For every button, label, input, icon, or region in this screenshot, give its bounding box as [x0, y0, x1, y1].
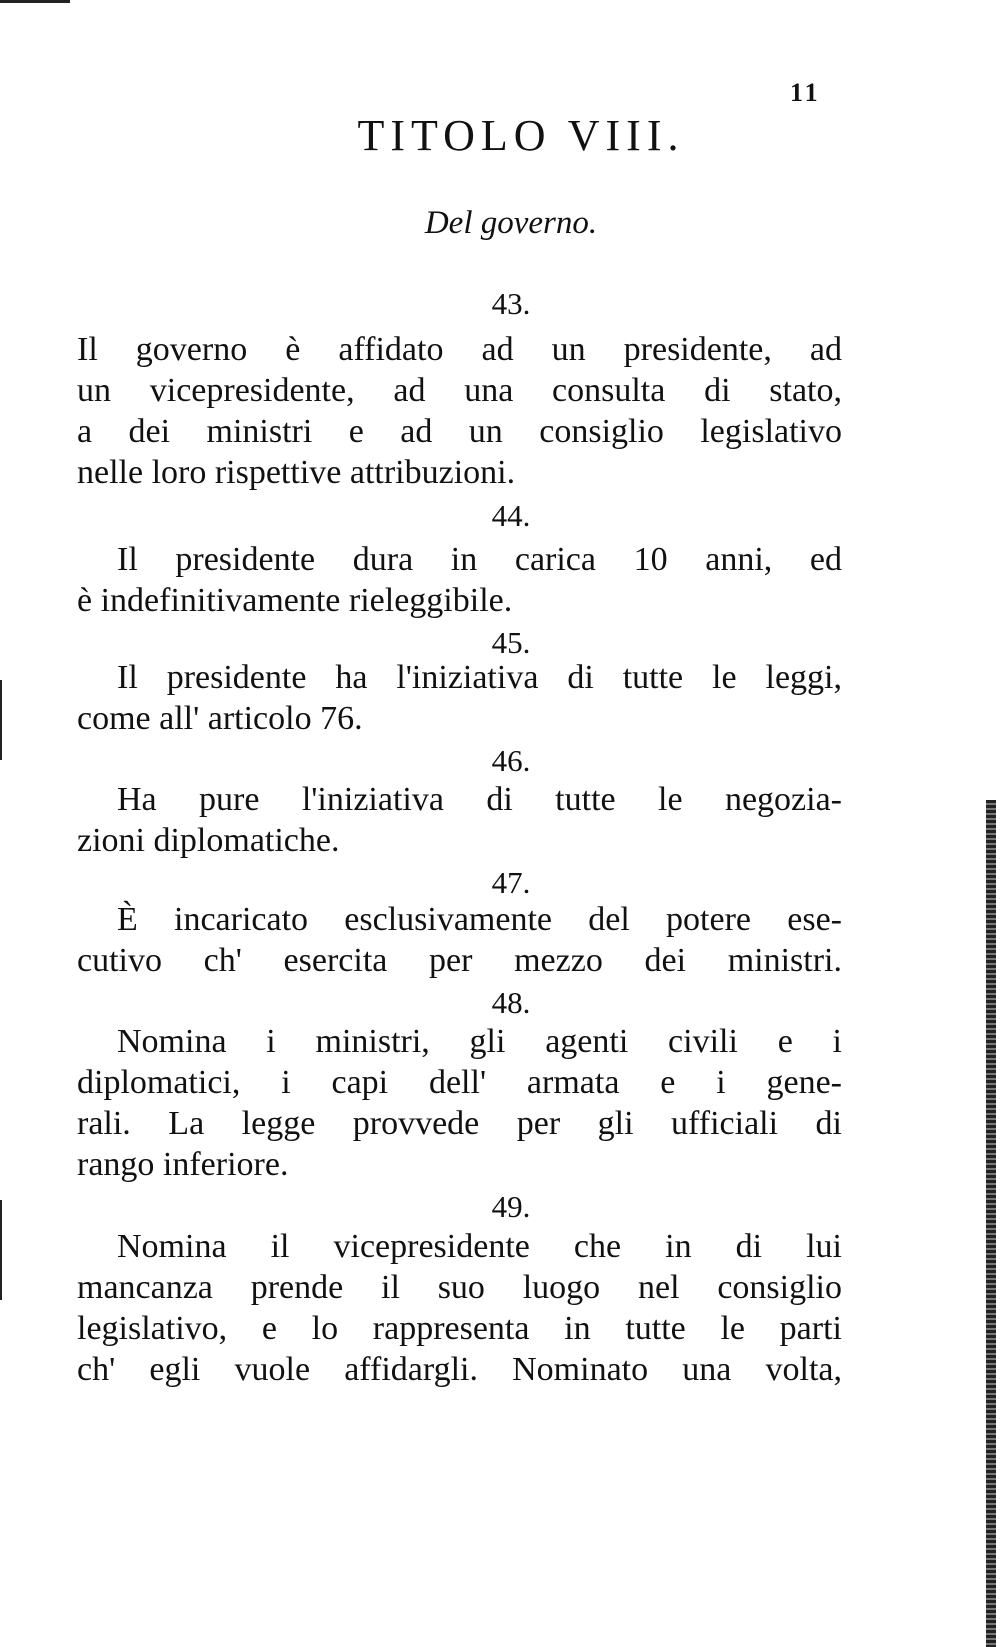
- article-line: È incaricato esclusivamente del potere ese-: [117, 901, 842, 938]
- article-number: 47.: [491, 865, 531, 900]
- article-line: legislativo, e lo rappresenta in tutte le parti: [77, 1310, 842, 1347]
- article-line: Il presidente dura in carica 10 anni, ed: [117, 541, 842, 578]
- article-line: Nomina il vicepresidente che in di lui: [117, 1228, 842, 1265]
- article-number: 46.: [491, 743, 531, 778]
- article-line: diplomatici, i capi dell' armata e i gene-: [77, 1064, 842, 1101]
- article-line: un vicepresidente, ad una consulta di stato,: [77, 372, 842, 409]
- article-line: a dei ministri e ad un consiglio legislativo: [77, 413, 842, 450]
- article-line: cutivo ch' esercita per mezzo dei ministri.: [77, 942, 842, 979]
- article-line: nelle loro rispettive attribuzioni.: [77, 454, 516, 491]
- section-title: TITOLO VIII.: [357, 111, 685, 160]
- article-line: Ha pure l'iniziativa di tutte le negozia-: [117, 781, 842, 818]
- article-line: rango inferiore.: [77, 1146, 289, 1183]
- article-line: zioni diplomatiche.: [77, 822, 340, 859]
- article-line: come all' articolo 76.: [77, 700, 363, 737]
- article-number: 44.: [491, 498, 531, 533]
- article-line: mancanza prende il suo luogo nel consiglio: [77, 1269, 842, 1306]
- article-line: Il governo è affidato ad un presidente, ad: [77, 331, 842, 368]
- scan-edge-rule: [0, 0, 70, 3]
- article-number: 43.: [491, 286, 531, 321]
- article-number: 49.: [491, 1189, 531, 1224]
- article-number: 48.: [491, 985, 531, 1020]
- article-line: ch' egli vuole affidargli. Nominato una volta,: [77, 1351, 842, 1388]
- article-number: 45.: [491, 625, 531, 660]
- article-line: Il presidente ha l'iniziativa di tutte le leggi,: [117, 659, 842, 696]
- article-line: rali. La legge provvede per gli ufficiali di: [77, 1105, 842, 1142]
- page-number: 11: [790, 78, 821, 107]
- section-subtitle: Del governo.: [424, 205, 598, 241]
- article-line: è indefinitivamente rieleggibile.: [77, 582, 513, 619]
- article-line: Nomina i ministri, gli agenti civili e i: [117, 1023, 842, 1060]
